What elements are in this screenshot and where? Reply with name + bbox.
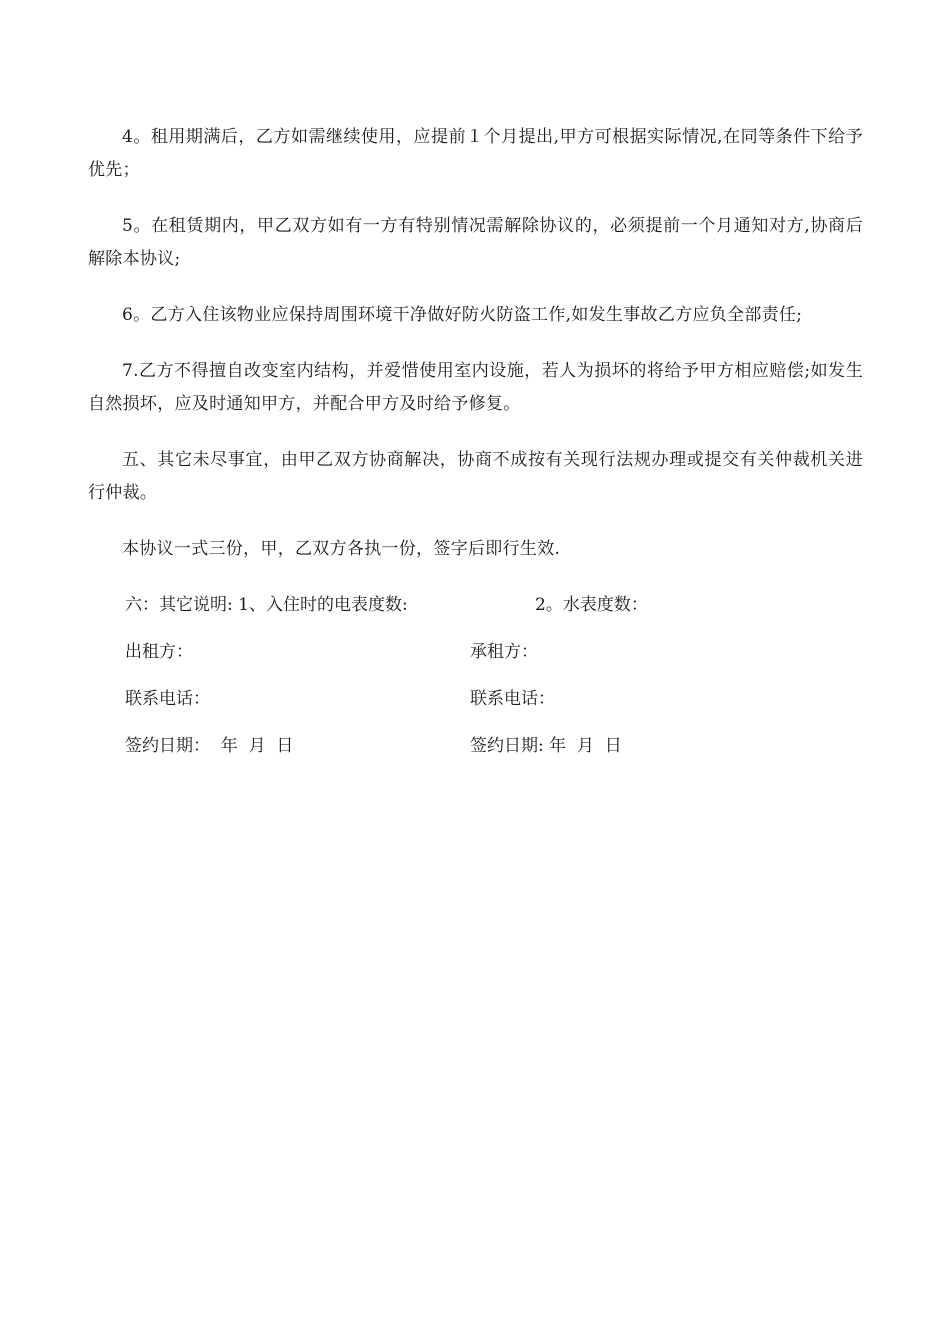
lessee-label: 承租方： [470, 642, 538, 662]
lessee-date-label: 签约日期: 年 月 日 [470, 736, 622, 756]
copies-statement: 本协议一式三份，甲，乙双方各执一份，签字后即行生效. [122, 539, 561, 559]
lessee-phone-label: 联系电话： [470, 689, 555, 709]
clause-7: 7.乙方不得擅自改变室内结构，并爱惜使用室内设施，若人为损坏的将给予甲方相应赔偿;如发生自然损坏，应及时通知甲方，并配合甲方及时给予修复。 [88, 361, 863, 414]
parties-row [88, 636, 863, 683]
lessor-phone-label: 联系电话： [125, 689, 210, 709]
meter-readings-row [88, 589, 863, 636]
clause-6: 6。乙方入住该物业应保持周围环境干净做好防火防盗工作,如发生事故乙方应负全部责任; [122, 305, 803, 325]
date-row [88, 730, 863, 777]
lessor-date-label: 签约日期： 年 月 日 [125, 736, 294, 756]
phone-row [88, 683, 863, 730]
section-5-other-matters: 五、其它未尽事宜，由甲乙双方协商解决，协商不成按有关现行法规办理或提交有关仲裁机关进行仲裁。 [88, 450, 863, 503]
water-meter-label: 2。水表度数： [535, 595, 648, 615]
electric-meter-label: 六：其它说明: 1、入住时的电表度数: [125, 595, 408, 615]
clause-4: 4。租用期满后，乙方如需继续使用，应提前１个月提出,甲方可根据实际情况,在同等条件下给予优先； [88, 127, 863, 180]
clause-5: 5。在租赁期内，甲乙双方如有一方有特别情况需解除协议的，必须提前一个月通知对方,协商后解除本协议; [88, 216, 863, 269]
lessor-label: 出租方： [125, 642, 193, 662]
contract-page [88, 121, 863, 777]
